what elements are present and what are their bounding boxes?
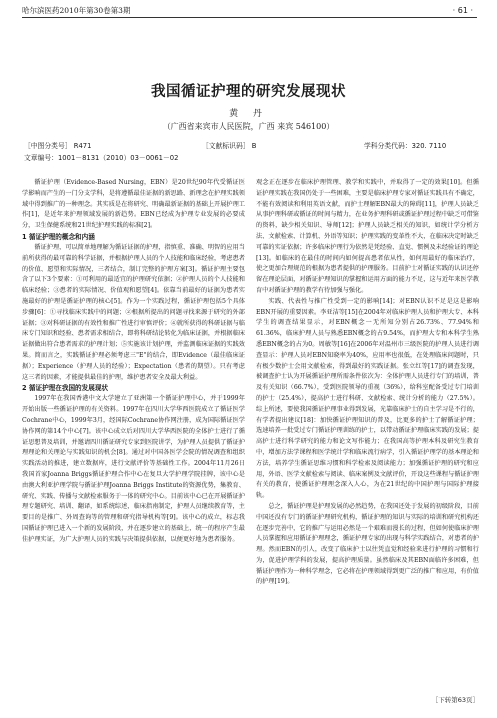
document-code: ［文献标识码］ B [202,142,257,150]
article-number: 文章编号：1001－8131（2010）03－0061－02 [24,154,179,162]
continued-note: ［下转第63页］ [431,696,479,705]
affiliation: （广西省来宾市人民医院，广西 来宾 546100） [162,122,335,131]
author: 黄 丹 [229,109,268,119]
journal-info: 哈尔滨医药2010年第30卷第3期 [22,6,131,15]
body-column-left [22,178,245,706]
page-number: · 61 · [452,6,473,15]
classification-row [24,140,475,152]
section-heading: 2 循证护理在我国的发展现状 [22,384,109,393]
body-column-right [256,178,479,706]
body-paragraph: 循证护理（Evidence-Based Nursing，EBN）是20世纪90年代受循证医学影响而产生的一门分支学科，是将遵循最佳证据的新思路、新理念在护理实践领域中得到推广的一种理念。其实质是在将研究、明确最新证据的基础上开展护理工作[1]，是近年来护理领域发展的新趋势。EBN已经成为护理专业发展的必要成分，卫生保健系统和21世纪护理实践的标准[2]。 [22,179,245,230]
body-paragraph: 总之，循证护理是护理发展的必然趋势，在我国还处于发展的初级阶段，目前中国还没有专门的循证护理研究机构，循证护理的知识与实际的培训和研究机构还在逐步完善中，它的推广与运用必然是一个艰难而漫长的过程，但如何使临床护理人员掌握和应用循证护理理念，循证护理专家的出现与科学实践结合，对患者的护理。然而EBN的引人，改变了临床护士以往凭直觉和经验来进行护理的习惯和行为，促进护理学科的发展，提高护理质量。虽然临床及其EBN面临许多困难，但循证护理作为一种科学理念，它必将在护理领域得到更广泛的推广和应用，有价值的护理[19]。 [256,502,479,586]
body-paragraph: 实践、代表性与推广性受到一定的影响[14]；对EBN认识不足是这是影响EBN开展的重要因素。李亚洁等[15]在2004年对临床护理人员和护理大专、本科学生的调查结果显示，对EBN概念一无所知分别占26.73%、77.94%和61.36%，临床护理人员与熟悉EBN概念的占9.54%，而护理大专和本科学生熟悉EBN概念的占为0。周敏等[16]在2006年对温州市三级医院的护理人员进行调查显示：护理人员对EBN知晓率为40%，应用率也很低，在处理临床问题时，只有极少数护士会用文献检索，得到最好的实践证据。张立红等[17]的调查发现，被调查护士认为开展循证护理所需条件依次为：全体护理人员进行专门的培训，普及有关知识（66.7%），受到医院领导的重视（36%），给科室配备受过专门培训的护士（25.4%），提高护士进行科研、文献检索、统计分析的能力（27.5%）。综上所述，要使我国循证护理事业得到发展，光靠临床护士的自主学习是不行的，有学者提出建议[18]：加快循证护理知识的普及，比更多的护士了解循证护理；选速培养一批受过专门循证护理训练的护士，以带动循证护理临床实践的发展；提高护士进行科学研究的能力和论文写作能力；在我国高等护理本科及研究生教育中，增加方法学课程和医学统计学和临床流行病学，引入循证护理学的基本理论和方法，培养学生循证思维习惯和科学检索及阅读能力；加强循证护理的研究和应用，外语、医学文献检索与阅读、临床案例及文献评价，开设这些课程与循证护理有关的教育，使循证护理理念深入人心，为在21世纪的中国护理与国际护理接轨。 [256,297,479,500]
article-title: 我国循证护理的研究发展现状 [151,84,346,100]
subject-code: 学科分类代码：320. 7110 [364,142,447,150]
running-head [22,4,477,18]
clc-number: ［中图分类号］ R471 [24,142,92,150]
section-heading: 1 循证护理的概念和内涵 [22,232,95,241]
body-paragraph: 观念正在逐步在临床护理管理、教学和实践中，并取得了一定的效果[10]。但循证护理实践在我国仍处于一些困难，主要是临床护理专家对循证实践具有不确定，不能有效阅读和利用英语文献，而护士理解EBN最大的障碍[11]，护理人员缺乏从事护理科研或循证的时间与精力，在业务护理科研或循证护理过程中缺乏可借鉴的资料，缺少相关知识、导师[12]；护理人员缺乏相关的知识，如统计学分析方法、文献检索、计算机、外语等知识；护理实践的变革性不大，在临床决定时缺乏可靠的实证依据；许多临床护理行为依然是凭经验、直觉、惯例及未经验证的理论[13]。如临床的在最佳的时间内如何提高患者依从性，如何用最好的临床治疗，使之更加合理规范的根据为患者提供的护理服务。目前护士对循证实践的认识还停留在理论层面，对循证护理知识的掌握和运用方面的能力不足，这与近年来医学教育中对循证护理的教学有待加强与强化。 [256,179,479,294]
body-paragraph: 1997年在我国香港中文大学建立了亚洲第一个循证护理中心，并于1999年开始出版一些循证护理的有关资料。1997年在四川大学华西医院成立了循证医学Cochrane中心，1999年3月，经国际Cochrane协作网注册，成为国际循证医学协作网的第14个中心[7]。该中心成立后对四川大学华西医院的全体护士进行了循证思想普及培训，并邀请四川循证研究专家到医院讲学，为护理人员提供了循证护理理论和关理论与实践知识的机会[8]。通过对中国各医学会院的情况调查和组织实践活动的推进，建立数据库，进行文献评价等基础性工作。2004年11月26日我国首家Joanna Briggs循证护理合作中心在复旦大学护理学院挂牌，该中心是由澳大利亚护理学院与循证护理Joanna Briggs Institute的资源优势，集教育、研究、实践、传播与文献检索服务于一体的研究中心。目前该中心已在开展循证护理专题研究、培训、翻译，如系统综述，临床指南制定，护理人员继续教育等，主要目的是推广、外周查询等的管理和研究指导机构等[9]。该中心的成立，标志我国循证护理已进入一个新的发展阶段，并在逐步建立的基础上，统一的程序产生最佳护理实证，为广大护理人员的实践与决策提供依据，以便更好地为患者服务。 [22,395,245,543]
body-paragraph: 循证护理，可以简单地理解为循证证据的护理，指慎重、准确、明智的应用当前所获得的最可靠的科学证据，并根据护理人员的个人技能和临床经验，考虑患者的价值、愿望和实际情况，三者结合，制订完整的护理方案[3]。循证护理主要包含了以下3个要素：①可利用的最适宜的护理研究依据；②护理人员的个人技能和临床经验；③患者的实际情况、价值观和愿望[4]。依靠当前最好的证据为患者实施最好的护理是循证护理的核心[5]。作为一个实践过程，循证护理包括5个具体步骤[6]：①寻找临床实践中的问题；②根据所提出的问题寻找来源于研究的外部证据；③对科研证据的有效性和推广性进行审慎评价；④就所获得的科研证据与临床专门知识和经验、患者需求相结合，即将科研结论转化为临床证据，并根据临床证据做出符合患者需求的护理计划；⑤实施该计划护理，并监测临床证据的实践效果。简而言之，实践循证护理必须考虑三"E"的结合，即Evidence（最佳临床证据）；Experience（护理人员的经验）；Expectation（患者的期望）。只有考虑这三者的因素，才能提供最佳的护理，维护患者安全及最大利益。 [22,243,245,381]
